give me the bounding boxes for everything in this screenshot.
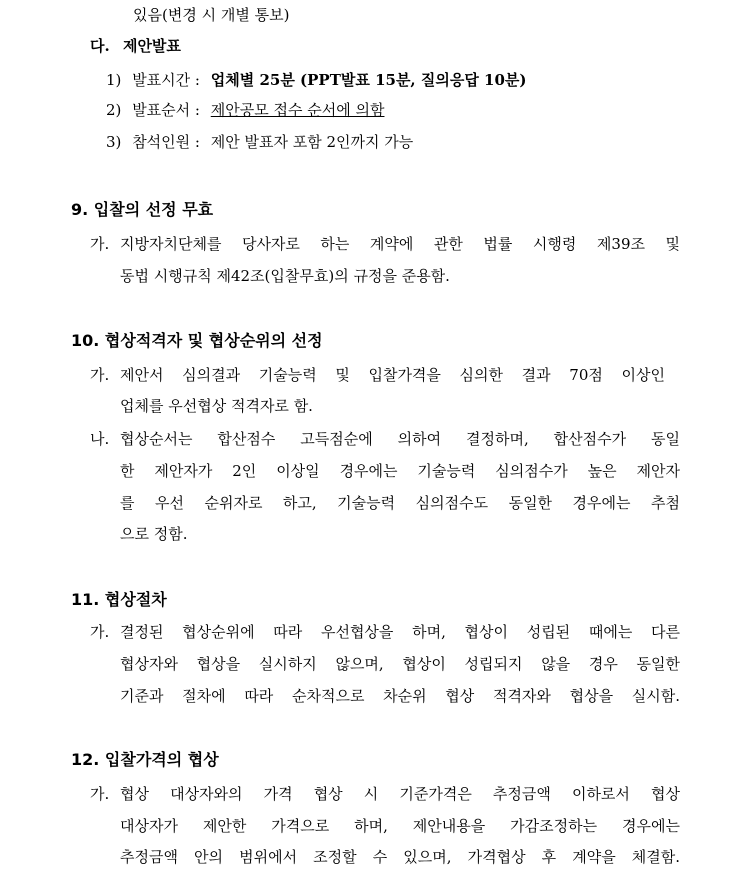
section-heading: 11. 협상절차 [71,590,167,609]
item-label: 참석인원 : [132,133,200,151]
paragraph-line: 동법 시행규칙 제42조(입찰무효)의 규정을 준용함. [120,267,450,285]
item-number: 2) [106,101,122,119]
presentation-heading [90,35,181,57]
paragraph-marker: 가. [90,623,110,641]
item-number: 1) [106,71,122,89]
item-value: 제안공모 접수 순서에 의함 [210,101,385,119]
paragraph-line: 를 우선 순위자로 하고, 기술능력 심의점수도 동일한 경우에는 추첨 [120,494,680,512]
presentation-item [106,99,384,121]
item-value: 업체별 25분 (PPT발표 15분, 질의응답 10분) [210,71,527,89]
paragraph-marker: 가. [90,785,110,803]
presentation-heading-title: 제안발표 [122,37,181,55]
section-heading: 10. 협상적격자 및 협상순위의 선정 [71,331,323,350]
paragraph-line: 업체를 우선협상 적격자로 함. [120,397,313,415]
item-number: 3) [106,133,122,151]
paragraph-line: 대상자가 제안한 가격으로 하며, 제안내용을 가감조정하는 경우에는 [120,817,680,835]
paragraph-line: 협상 대상자와의 가격 협상 시 기준가격은 추정금액 이하로서 협상 [120,785,680,803]
paragraph-marker: 가. [90,235,110,253]
section-heading: 9. 입찰의 선정 무효 [71,200,214,219]
paragraph-line: 제안서 심의결과 기술능력 및 입찰가격을 심의한 결과 70점 이상인 [120,366,665,384]
paragraph-line: 지방자치단체를 당사자로 하는 계약에 관한 법률 시행령 제39조 및 [120,235,680,253]
item-value: 제안 발표자 포함 2인까지 가능 [210,133,414,151]
paragraph-line: 기준과 절차에 따라 순차적으로 차순위 협상 적격자와 협상을 실시함. [120,687,680,705]
item-label: 발표시간 : [132,71,200,89]
presentation-heading-marker: 다. [90,37,110,55]
paragraph-marker: 가. [90,366,110,384]
paragraph-line: 추정금액 안의 범위에서 조정할 수 있으며, 가격협상 후 계약을 체결함. [120,848,680,866]
paragraph-line: 협상자와 협상을 실시하지 않으며, 협상이 성립되지 않을 경우 동일한 [120,655,680,673]
paragraph-marker: 나. [90,430,110,448]
paragraph-line: 결정된 협상순위에 따라 우선협상을 하며, 협상이 성립된 때에는 다른 [120,623,680,641]
item-label: 발표순서 : [132,101,200,119]
presentation-item [106,131,413,153]
paragraph-line: 한 제안자가 2인 이상일 경우에는 기술능력 심의점수가 높은 제안자 [120,462,680,480]
continued-text: 있음(변경 시 개별 통보) [133,6,290,24]
paragraph-line: 협상순서는 합산점수 고득점순에 의하여 결정하며, 합산점수가 동일 [120,430,680,448]
paragraph-line: 으로 정함. [120,525,188,543]
presentation-item [106,69,527,91]
section-heading: 12. 입찰가격의 협상 [71,750,219,769]
